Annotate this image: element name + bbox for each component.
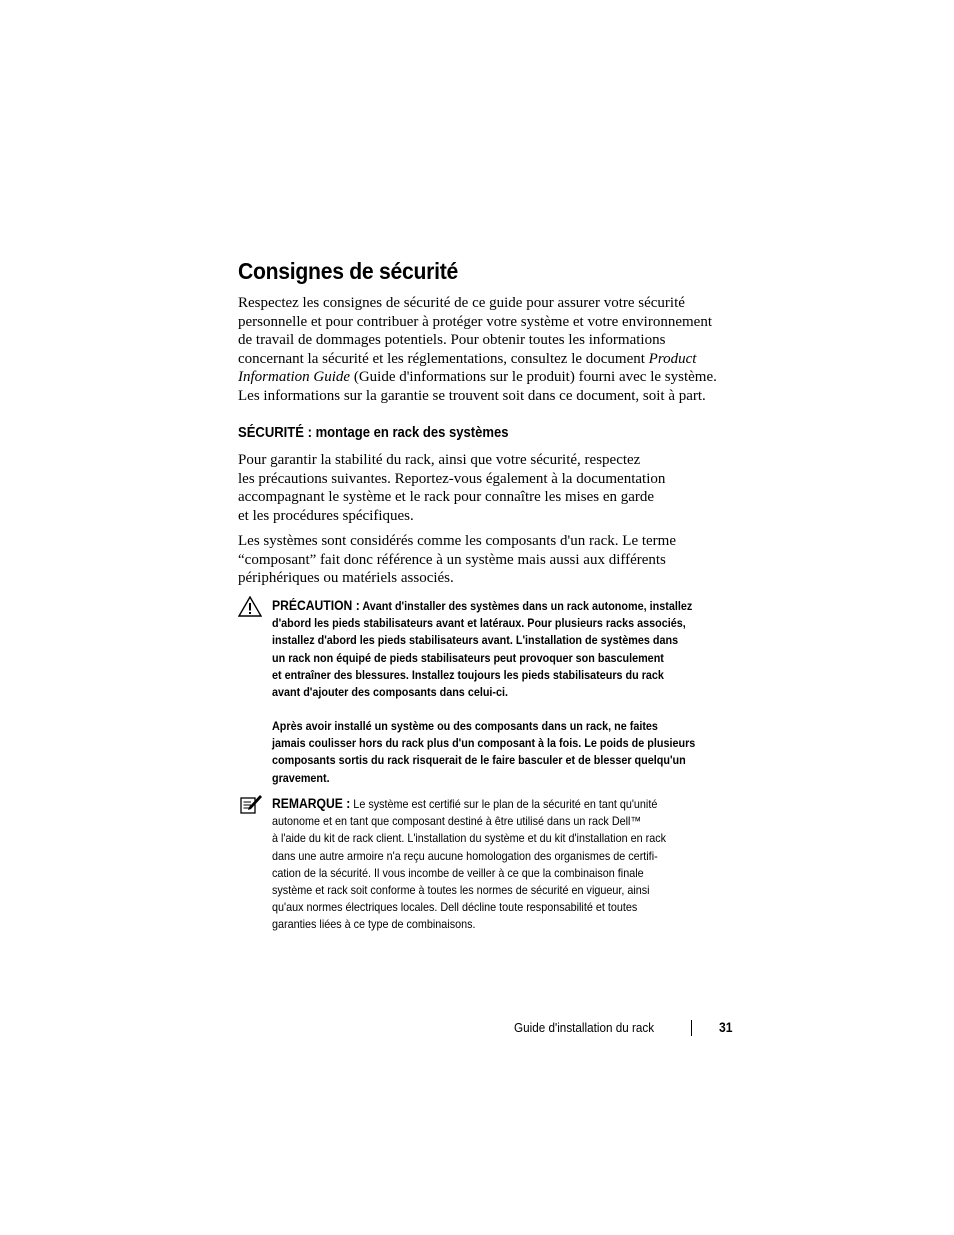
- remark-line: dans une autre armoire n'a reçu aucune homologation des organismes de certifi-: [272, 848, 658, 863]
- intro-text: (Guide d'informations sur le produit) fourni avec le système.: [353, 369, 717, 386]
- remark-line: à l'aide du kit de rack client. L'installation du système et du kit d'installation en rack: [272, 831, 667, 846]
- caution-label: PRÉCAUTION :: [272, 598, 360, 613]
- paragraph-line: Les systèmes sont considérés comme les composants d'un rack. Le terme: [238, 533, 677, 549]
- intro-line: personnelle et pour contribuer à protéger votre système et votre environnement: [238, 313, 712, 330]
- intro-line: Respectez les consignes de sécurité de ce guide pour assurer votre sécurité: [238, 295, 685, 311]
- footer-guide-title: Guide d'installation du rack: [514, 1020, 655, 1035]
- pencil-note-icon: [240, 794, 262, 814]
- warning-triangle-icon: [238, 596, 262, 617]
- intro-line: Les informations sur la garantie se trouvent soit dans ce document, soit à part.: [238, 387, 706, 404]
- remark-label: REMARQUE :: [272, 796, 351, 811]
- caution-line: d'abord les pieds stabilisateurs avant et latéraux. Pour plusieurs racks associés,: [272, 616, 686, 631]
- paragraph-line: “composant” fait donc référence à un système mais aussi aux différents: [238, 551, 666, 568]
- page-number: 31: [719, 1020, 733, 1035]
- intro-line: [238, 350, 738, 369]
- document-title-part: Information Guide: [238, 369, 351, 386]
- caution-line: jamais coulisser hors du rack plus d'un composant à la fois. Le poids de plusieurs: [272, 736, 696, 751]
- paragraph-line: accompagnant le système et le rack pour connaître les mises en garde: [238, 489, 655, 506]
- document-title-part: Product: [648, 350, 697, 367]
- caution-line: composants sortis du rack risquerait de le faire basculer et de blesser quelqu'un: [272, 753, 686, 768]
- caution-line: installez d'abord les pieds stabilisateurs avant. L'installation de systèmes dans: [272, 633, 679, 648]
- section-paragraph: [238, 532, 738, 588]
- section-paragraph: [238, 451, 738, 525]
- caution-line: [272, 597, 704, 615]
- paragraph-line: les précautions suivantes. Reportez-vous également à la documentation: [238, 470, 666, 487]
- remark-line: qu'aux normes électriques locales. Dell décline toute responsabilité et toutes: [272, 900, 638, 915]
- paragraph-line: Pour garantir la stabilité du rack, ainsi que votre sécurité, respectez: [238, 452, 641, 468]
- remark-line: [272, 795, 704, 813]
- caution-notice-continued: [272, 718, 704, 787]
- intro-paragraph: [238, 294, 738, 406]
- footer-separator: [691, 1020, 692, 1036]
- intro-line: [238, 368, 738, 387]
- remark-line: système et rack soit conforme à toutes les normes de sécurité en vigueur, ainsi: [272, 883, 650, 898]
- intro-line: de travail de dommages potentiels. Pour obtenir toutes les informations: [238, 332, 666, 349]
- caution-line: avant d'ajouter des composants dans celui-ci.: [272, 685, 509, 700]
- paragraph-line: et les procédures spécifiques.: [238, 507, 414, 524]
- page-title: Consignes de sécurité: [238, 258, 458, 284]
- caution-line: gravement.: [272, 770, 330, 785]
- section-heading: SÉCURITÉ : montage en rack des systèmes: [238, 425, 509, 441]
- caution-notice: [272, 597, 704, 701]
- intro-text: concernant la sécurité et les réglementations, consultez le document: [238, 350, 645, 367]
- paragraph-line: périphériques ou matériels associés.: [238, 570, 454, 587]
- caution-text: Avant d'installer des systèmes dans un rack autonome, installez: [362, 599, 693, 613]
- caution-line: Après avoir installé un système ou des composants dans un rack, ne faites: [272, 719, 658, 733]
- caution-line: un rack non équipé de pieds stabilisateurs peut provoquer son basculement: [272, 650, 664, 665]
- remark-notice: [272, 795, 704, 934]
- remark-line: garanties liées à ce type de combinaisons.: [272, 917, 476, 932]
- caution-line: et entraîner des blessures. Installez toujours les pieds stabilisateurs du rack: [272, 667, 664, 682]
- remark-line: cation de la sécurité. Il vous incombe de veiller à ce que la combinaison finale: [272, 865, 644, 880]
- remark-text: Le système est certifié sur le plan de la sécurité en tant qu'unité: [353, 797, 658, 811]
- remark-line: autonome et en tant que composant destiné à être utilisé dans un rack Dell™: [272, 814, 642, 829]
